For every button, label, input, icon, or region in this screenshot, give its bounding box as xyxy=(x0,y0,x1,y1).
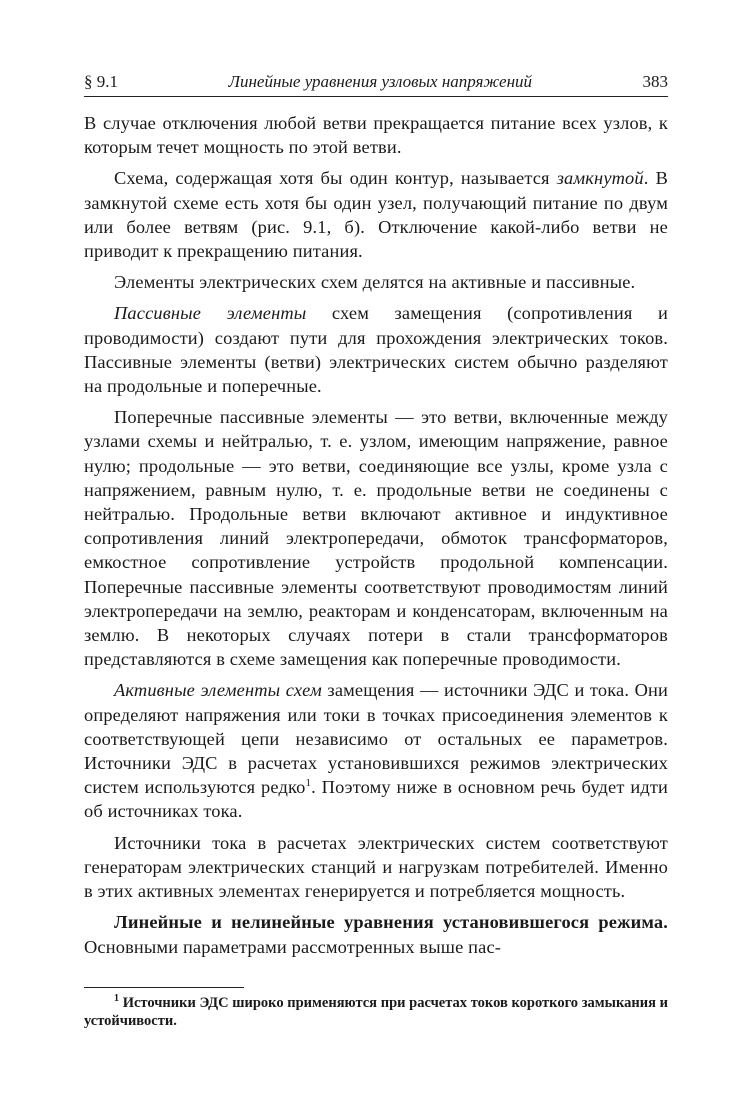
paragraph-1 xyxy=(84,111,668,159)
paragraph-5 xyxy=(84,405,668,671)
paragraph-6-text-a: замещения — источники ЭДС и тока. Они определяют напряжения или токи в точках присоединения элементов к соответствующей цепи независимо от остальных ее параметров. Источники ЭДС в расчетах установившихся режимов электрических систем используются редко xyxy=(84,680,668,798)
footnote-ref: 1 xyxy=(305,777,312,790)
paragraph-7-text: Источники тока в расчетах электрических систем соответствуют генераторам электрических станций и нагрузкам потребителей. Именно в этих активных элементах генерируется и потребляется мощность. xyxy=(84,832,668,902)
paragraph-8 xyxy=(84,910,668,958)
running-title: Линейные уравнения узловых напряжений xyxy=(228,72,533,91)
book-page xyxy=(84,72,668,1030)
body-text xyxy=(84,111,668,959)
term-active-elements: Активные элементы схем xyxy=(114,680,322,701)
paragraph-6 xyxy=(84,678,668,823)
footnote-marker: 1 xyxy=(114,992,119,1004)
footnote xyxy=(84,994,668,1030)
paragraph-3 xyxy=(84,270,668,294)
paragraph-4-rest: схем замещения (сопротивления и проводимости) создают пути для прохождения электрических токов. Пассивные элементы (ветви) электрических систем обычно разделяют на продольные и поперечные. xyxy=(84,303,668,397)
page-number: 383 xyxy=(642,72,668,91)
paragraph-3-text: Элементы электрических схем делятся на активные и пассивные. xyxy=(114,272,636,293)
paragraph-2-rest: . В замкнутой схеме есть хотя бы один узел, получающий питание по двум или более ветвям (рис. 9.1, б). Отключение какой-либо ветви не приводит к прекращению питания. xyxy=(84,168,668,262)
paragraph-8-rest: Основными параметрами рассмотренных выше пас- xyxy=(84,936,502,957)
term-passive-elements: Пассивные элементы xyxy=(114,303,307,324)
term-closed-scheme: замкнутой xyxy=(556,168,644,189)
paragraph-4 xyxy=(84,301,668,398)
paragraph-1-text: В случае отключения любой ветви прекращается питание всех узлов, к которым течет мощность по этой ветви. xyxy=(84,113,668,158)
paragraph-6-text-b: . Поэтому ниже в основном речь будет идти об источниках тока. xyxy=(84,777,669,822)
paragraph-7 xyxy=(84,831,668,904)
section-number: § 9.1 xyxy=(84,72,118,91)
footnote-text: Источники ЭДС широко применяются при расчетах токов короткого замыкания и устойчивости. xyxy=(84,994,668,1029)
running-header xyxy=(84,72,668,97)
paragraph-5-text: Поперечные пассивные элементы — это ветви, включенные между узлами схемы и нейтралью, т. е. узлом, имеющим напряжение, равное нулю; продольные — это ветви, соединяющие все узлы, кроме узла с напряжением, равным нулю, т. е. продольные ветви не соединены с нейтралью. Продольные ветви включают активное и индуктивное сопротивления линий электропередачи, обмоток трансформаторов, емкостное сопротивление устройств продольной компенсации. Поперечные пассивные элементы соответствуют проводимостям линий электропередачи на землю, реакторам и конденсаторам, включенным на землю. В некоторых случаях потери в стали трансформаторов представляются в схеме замещения как поперечные проводимости. xyxy=(84,407,668,670)
paragraph-2 xyxy=(84,166,668,263)
footnote-divider xyxy=(84,987,244,988)
subheading-inline: Линейные и нелинейные уравнения установившегося режима. xyxy=(114,912,668,933)
paragraph-2-lead: Схема, содержащая хотя бы один контур, называется xyxy=(114,168,557,189)
